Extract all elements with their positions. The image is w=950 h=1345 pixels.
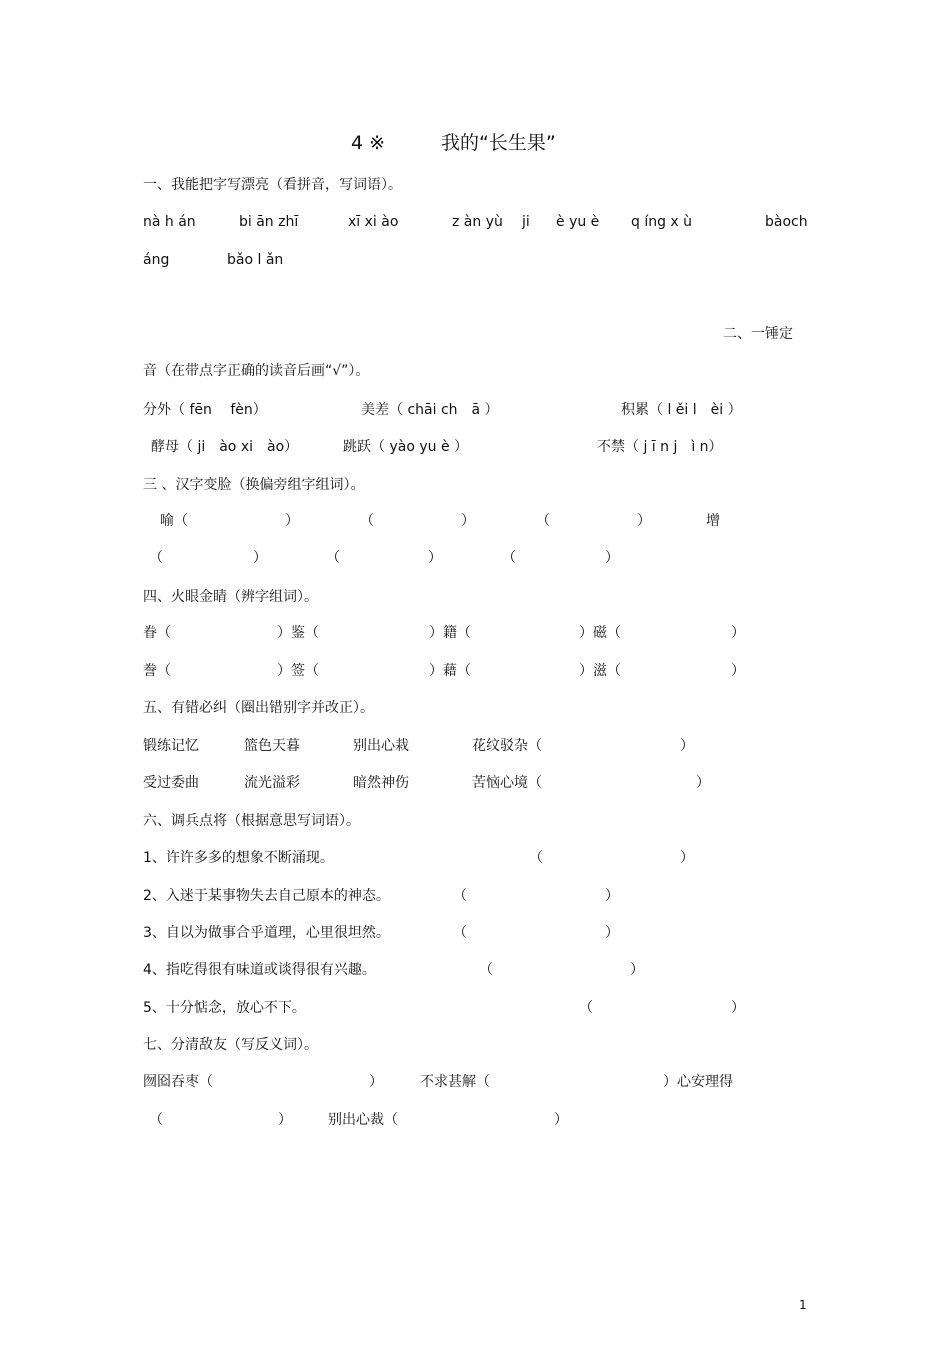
blank-text: 眷（ [143,625,171,641]
reading-choice-item: 美差（ chāi ch ā ） [361,402,499,418]
definition-item: 4、指吃得很有味道或谈得很有兴趣。 [143,962,376,978]
antonym-item: 不求甚解（ [420,1074,490,1090]
section-4-heading: 四、火眼金睛（辨字组词）。 [143,589,318,605]
blank-text: （ [579,1000,593,1016]
idiom-item: 篮色天暮 [244,738,300,754]
page-number: 1 [799,1298,807,1312]
blank-text: （ [149,550,163,566]
blank-text: ）鉴（ [277,625,319,641]
blank-text: 喻（ [160,513,188,529]
pinyin-item: z àn yù [452,214,503,230]
blank-text: ） [428,550,442,566]
blank-text: ） [278,1112,292,1128]
blank-text: ） [461,513,475,529]
section-5-heading: 五、有错必纠（圈出错别字并改正）。 [143,700,374,716]
blank-text: （ [536,513,550,529]
definition-item: 1、许许多多的想象不断涌现。 [143,850,334,866]
idiom-item: 锻练记忆 [143,738,199,754]
pinyin-item: nà h án [143,214,196,230]
idiom-item: 花纹驳杂（ [472,738,542,754]
idiom-item: 苦恼心境（ [472,775,542,791]
pinyin-item: q íng x ù [631,214,693,230]
blank-text: ）磁（ [579,625,621,641]
blank-text: （ [502,550,516,566]
reading-choice-item: 跳跃（ yào yu è ） [343,439,469,455]
section-2-heading-part2: 音（在带点字正确的读音后画“√”）。 [143,363,370,379]
blank-text: （ [360,513,374,529]
section-6-heading: 六、调兵点将（根据意思写词语）。 [143,813,360,829]
blank-text: ）滋（ [579,663,621,679]
blank-text: ）籍（ [429,625,471,641]
pinyin-item: è yu è [556,214,600,230]
blank-text: ）签（ [277,663,319,679]
lesson-number: 4 ※ [351,132,386,154]
blank-text: ） [680,738,694,754]
pinyin-item: bǎo l ǎn [227,252,284,268]
section-7-heading: 七、分清敌友（写反义词）。 [143,1037,318,1053]
blank-text: （ [326,550,340,566]
pinyin-item: bi ān zhī [239,214,299,230]
blank-text: ） [253,550,267,566]
blank-text: ） [285,513,299,529]
blank-text: （ [149,1112,163,1128]
definition-item: 2、入迷于某事物失去自己原本的神态。 [143,888,390,904]
blank-text: （ [529,850,543,866]
blank-text: ） [630,962,644,978]
idiom-item: 暗然神伤 [353,775,409,791]
antonym-item: ）心安理得 [663,1074,733,1090]
blank-text: （ [453,888,467,904]
blank-text: ） [605,550,619,566]
blank-text: ） [731,625,745,641]
pinyin-item: bàoch [765,214,808,230]
blank-text: ） [369,1074,383,1090]
definition-item: 3、自以为做事合乎道理，心里很坦然。 [143,925,390,941]
blank-text: 增 [706,513,720,529]
pinyin-item: ji [522,214,530,230]
pinyin-item: xī xi ào [348,214,399,230]
reading-choice-item: 不禁（ j ī n j ì n） [597,439,723,455]
blank-text: ） [637,513,651,529]
blank-text: 誊（ [143,663,171,679]
blank-text: ） [605,888,619,904]
definition-item: 5、十分惦念，放心不下。 [143,1000,306,1016]
blank-text: ） [605,925,619,941]
idiom-item: 别出心栽 [353,738,409,754]
reading-choice-item: 分外（ fēn fèn） [143,402,267,418]
section-1-heading: 一、我能把字写漂亮（看拼音，写词语）。 [143,177,402,193]
blank-text: （ [479,962,493,978]
blank-text: ） [731,663,745,679]
reading-choice-item: 酵母（ ji ào xi ào） [151,439,299,455]
idiom-item: 流光溢彩 [244,775,300,791]
antonym-item: 囫囵吞枣（ [143,1074,213,1090]
blank-text: （ [453,925,467,941]
section-2-heading-part1: 二、一锤定 [723,326,793,342]
section-3-heading: 三 、汉字变脸（换偏旁组字组词）。 [143,477,365,493]
pinyin-item: áng [143,252,170,268]
blank-text: ）藉（ [429,663,471,679]
blank-text: ） [680,850,694,866]
antonym-item: 别出心裁（ [328,1112,398,1128]
blank-text: ） [696,775,710,791]
blank-text: ） [731,1000,745,1016]
blank-text: ） [554,1112,568,1128]
reading-choice-item: 积累（ l ěi l èi ） [621,402,742,418]
lesson-title: 我的“长生果” [441,132,556,154]
idiom-item: 受过委曲 [143,775,199,791]
